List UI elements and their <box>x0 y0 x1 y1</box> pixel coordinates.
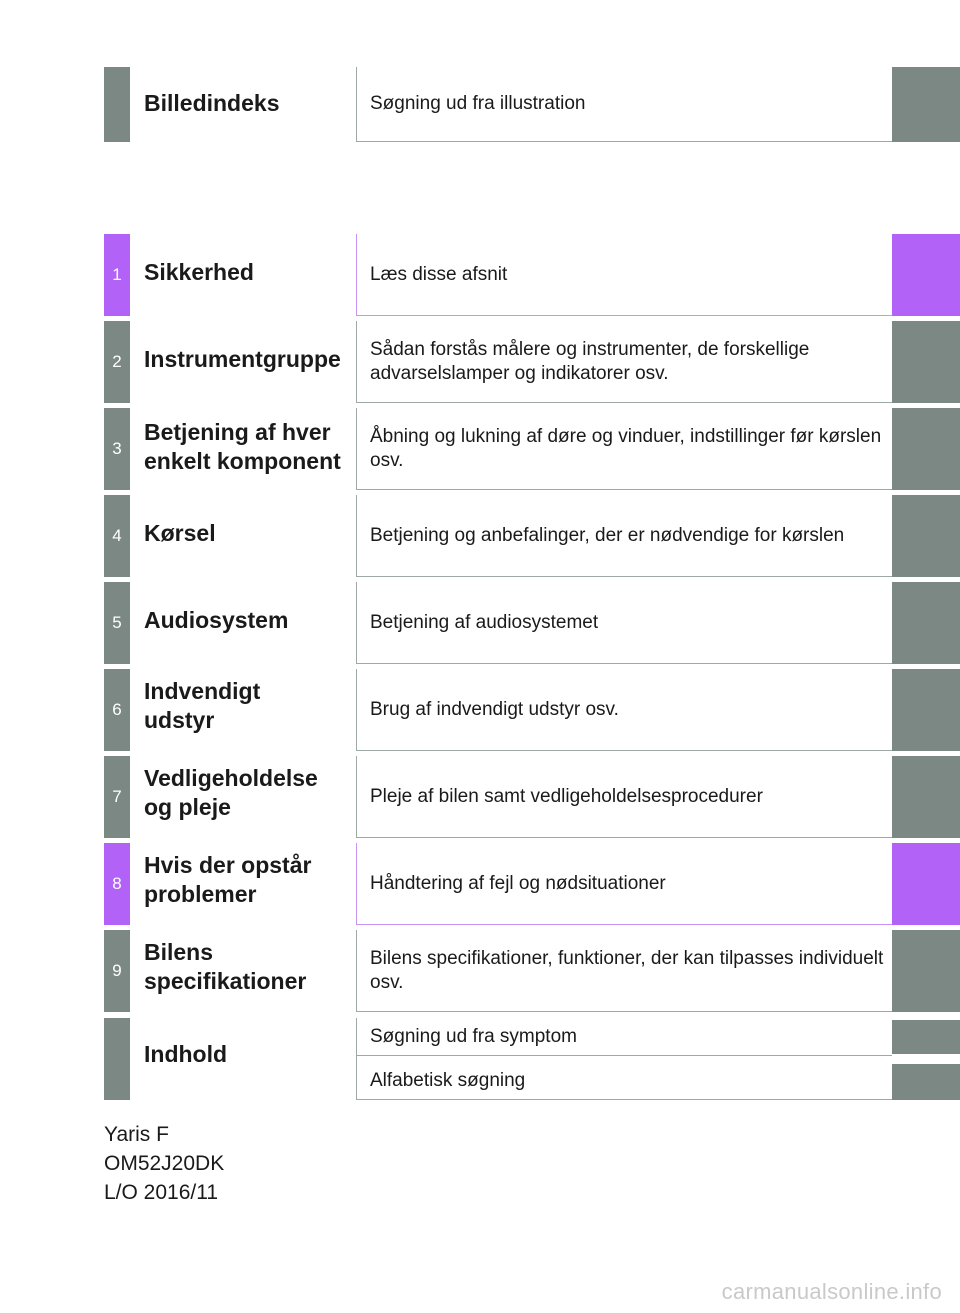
thumb-tab[interactable] <box>892 930 960 1012</box>
section-number-tab: 2 <box>104 321 130 403</box>
section-title: Indhold <box>144 1041 228 1067</box>
divider <box>356 576 892 577</box>
toc-row-indhold[interactable] <box>0 1018 960 1100</box>
divider <box>356 315 892 316</box>
thumb-tab[interactable] <box>892 669 960 751</box>
thumb-tab[interactable] <box>892 843 960 925</box>
section-title: Billedindeks <box>144 90 280 116</box>
watermark: carmanualsonline.info <box>721 1279 942 1304</box>
section-title: Hvis der opstår problemer <box>144 852 312 907</box>
section-title: Kørsel <box>144 520 216 546</box>
model-name: Yaris F <box>104 1123 169 1146</box>
section-number-tab <box>104 1018 130 1100</box>
section-title: Audiosystem <box>144 607 289 633</box>
toc-row-3[interactable] <box>0 408 960 490</box>
divider <box>356 489 892 490</box>
section-title: Sikkerhed <box>144 259 254 285</box>
toc-row-5[interactable] <box>0 582 960 664</box>
divider <box>356 924 892 925</box>
section-number-tab: 6 <box>104 669 130 751</box>
section-title: Instrumentgruppe <box>144 346 341 372</box>
divider <box>356 408 357 490</box>
toc-row-4[interactable] <box>0 495 960 577</box>
thumb-tab[interactable] <box>892 495 960 577</box>
section-number-tab: 5 <box>104 582 130 664</box>
thumb-tab[interactable] <box>892 582 960 664</box>
section-description: Pleje af bilen samt vedligeholdelsesprocedurer <box>370 785 763 807</box>
thumb-tab[interactable] <box>892 1020 960 1054</box>
thumb-tab[interactable] <box>892 1064 960 1100</box>
divider <box>356 234 357 316</box>
toc-row-8[interactable] <box>0 843 960 925</box>
thumb-tab[interactable] <box>892 321 960 403</box>
divider <box>356 495 357 577</box>
edition-date: L/O 2016/11 <box>104 1181 219 1204</box>
section-number-tab: 7 <box>104 756 130 838</box>
section-description: Søgning ud fra illustration <box>370 93 586 114</box>
section-number-tab: 1 <box>104 234 130 316</box>
divider <box>356 756 357 838</box>
divider <box>356 930 357 1012</box>
divider <box>356 402 892 403</box>
toc-row-7[interactable] <box>0 756 960 838</box>
divider <box>356 1018 357 1100</box>
alphabetical-search-link[interactable]: Alfabetisk søgning <box>370 1070 526 1091</box>
toc-row-billedindeks[interactable] <box>0 67 960 142</box>
section-description: Brug af indvendigt udstyr osv. <box>370 698 619 720</box>
divider <box>356 1099 892 1100</box>
divider <box>356 1055 892 1056</box>
section-number-tab: 8 <box>104 843 130 925</box>
section-description: Åbning og lukning af døre og vinduer, indstillinger før kørslen osv. <box>370 425 882 471</box>
section-title: Indvendigt udstyr <box>144 678 261 733</box>
section-description: Bilens specifikationer, funktioner, der kan tilpasses individuelt osv. <box>370 947 884 993</box>
divider <box>356 669 357 751</box>
section-description: Betjening af audiosystemet <box>370 611 599 633</box>
divider <box>356 582 357 664</box>
thumb-tab[interactable] <box>892 67 960 142</box>
toc-row-1[interactable] <box>0 234 960 316</box>
toc-row-9[interactable] <box>0 930 960 1012</box>
manual-code: OM52J20DK <box>104 1152 225 1175</box>
thumb-tab[interactable] <box>892 234 960 316</box>
symptom-search-link[interactable]: Søgning ud fra symptom <box>370 1025 577 1047</box>
toc-row-6[interactable] <box>0 669 960 751</box>
section-description: Sådan forstås målere og instrumenter, de forskellige advarselslamper og indikatorer osv. <box>370 338 810 384</box>
toc-row-2[interactable] <box>0 321 960 403</box>
document-code <box>104 1120 224 1207</box>
divider <box>356 663 892 664</box>
divider <box>356 141 892 142</box>
divider <box>356 750 892 751</box>
section-title: Vedligeholdelse og pleje <box>144 765 318 820</box>
divider <box>356 321 357 403</box>
section-description: Betjening og anbefalinger, der er nødvendige for kørslen <box>370 524 845 546</box>
section-number-tab: 4 <box>104 495 130 577</box>
section-number-tab: 3 <box>104 408 130 490</box>
section-title: Bilens specifikationer <box>144 939 307 994</box>
divider <box>356 843 357 925</box>
section-title: Betjening af hver enkelt komponent <box>144 419 341 474</box>
section-description: Læs disse afsnit <box>370 263 508 285</box>
thumb-tab[interactable] <box>892 408 960 490</box>
divider <box>356 837 892 838</box>
section-description: Håndtering af fejl og nødsituationer <box>370 872 666 894</box>
divider <box>356 67 357 142</box>
section-number-tab <box>104 67 130 142</box>
thumb-tab[interactable] <box>892 756 960 838</box>
section-number-tab: 9 <box>104 930 130 1012</box>
divider <box>356 1011 892 1012</box>
